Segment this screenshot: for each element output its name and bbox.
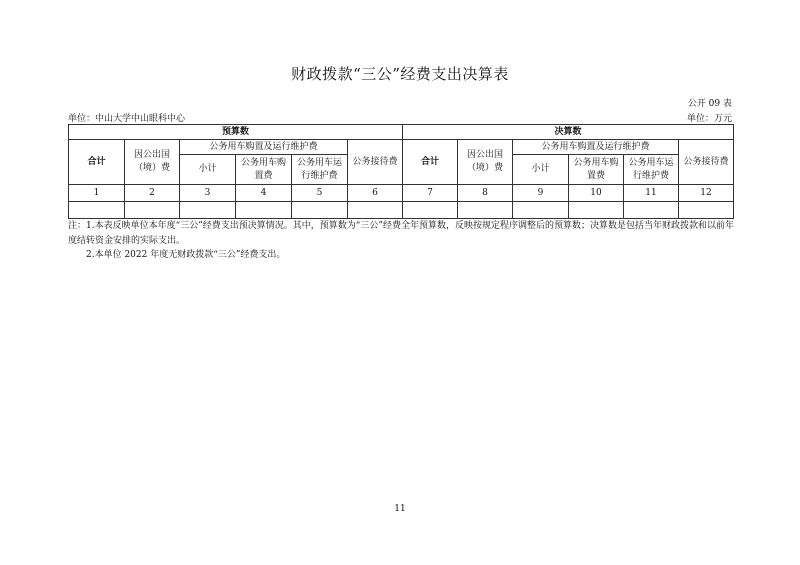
column-number: 7 <box>403 185 458 202</box>
table-cell <box>403 202 458 219</box>
note-1: 注：1.本表反映单位本年度“三公”经费支出预决算情况。其中，预算数为“三公”经费全年预算数，反映按规定程序调整后的预算数；决算数是包括当年财政拨款和以前年度结转资金安排的实际支出。 <box>68 221 734 246</box>
notes <box>68 219 734 263</box>
budget-vehicle-purchase-header: 公务用车购置费 <box>236 155 292 185</box>
final-vehicle-purchase-header: 公务用车购置费 <box>569 155 624 185</box>
form-number: 公开 09 表 <box>687 99 732 109</box>
table-cell <box>513 202 569 219</box>
column-number: 11 <box>624 185 679 202</box>
table-cell <box>69 202 125 219</box>
unit-name: 单位：中山大学中山眼科中心 <box>68 114 186 124</box>
budget-total-header: 合计 <box>69 140 125 185</box>
table-row <box>69 202 734 219</box>
column-number: 6 <box>348 185 403 202</box>
column-number: 12 <box>679 185 734 202</box>
page-title: 财政拨款“三公”经费支出决算表 <box>291 65 509 83</box>
table-cell <box>679 202 734 219</box>
budget-subtotal-header: 小计 <box>180 155 236 185</box>
table-cell <box>458 202 513 219</box>
table-header-row <box>69 125 734 140</box>
budget-vehicle-operation-header: 公务用车运行维护费 <box>292 155 348 185</box>
final-subtotal-header: 小计 <box>513 155 569 185</box>
budget-reception-header: 公务接待费 <box>348 140 403 185</box>
column-number: 8 <box>458 185 513 202</box>
column-number: 2 <box>125 185 180 202</box>
table-cell <box>236 202 292 219</box>
table-cell <box>348 202 403 219</box>
table-header-row <box>69 140 734 155</box>
column-number-row <box>69 185 734 202</box>
final-header: 决算数 <box>403 125 734 140</box>
table-cell <box>292 202 348 219</box>
final-total-header: 合计 <box>403 140 458 185</box>
final-vehicle-operation-header: 公务用车运行维护费 <box>624 155 679 185</box>
final-abroad-header: 因公出国（境）费 <box>458 140 513 185</box>
note-2: 2.本单位 2022 年度无财政拨款“三公”经费支出。 <box>86 250 286 260</box>
table-cell <box>125 202 180 219</box>
column-number: 4 <box>236 185 292 202</box>
currency-unit: 单位：万元 <box>686 114 732 124</box>
column-number: 5 <box>292 185 348 202</box>
expense-table <box>68 124 734 219</box>
column-number: 1 <box>69 185 125 202</box>
column-number: 9 <box>513 185 569 202</box>
column-number: 3 <box>180 185 236 202</box>
page-number: 11 <box>394 504 406 514</box>
budget-header: 预算数 <box>69 125 403 140</box>
budget-vehicle-group-header: 公务用车购置及运行维护费 <box>180 140 348 155</box>
table-cell <box>569 202 624 219</box>
table-cell <box>624 202 679 219</box>
final-reception-header: 公务接待费 <box>679 140 734 185</box>
budget-abroad-header: 因公出国（境）费 <box>125 140 180 185</box>
column-number: 10 <box>569 185 624 202</box>
table-cell <box>180 202 236 219</box>
final-vehicle-group-header: 公务用车购置及运行维护费 <box>513 140 679 155</box>
